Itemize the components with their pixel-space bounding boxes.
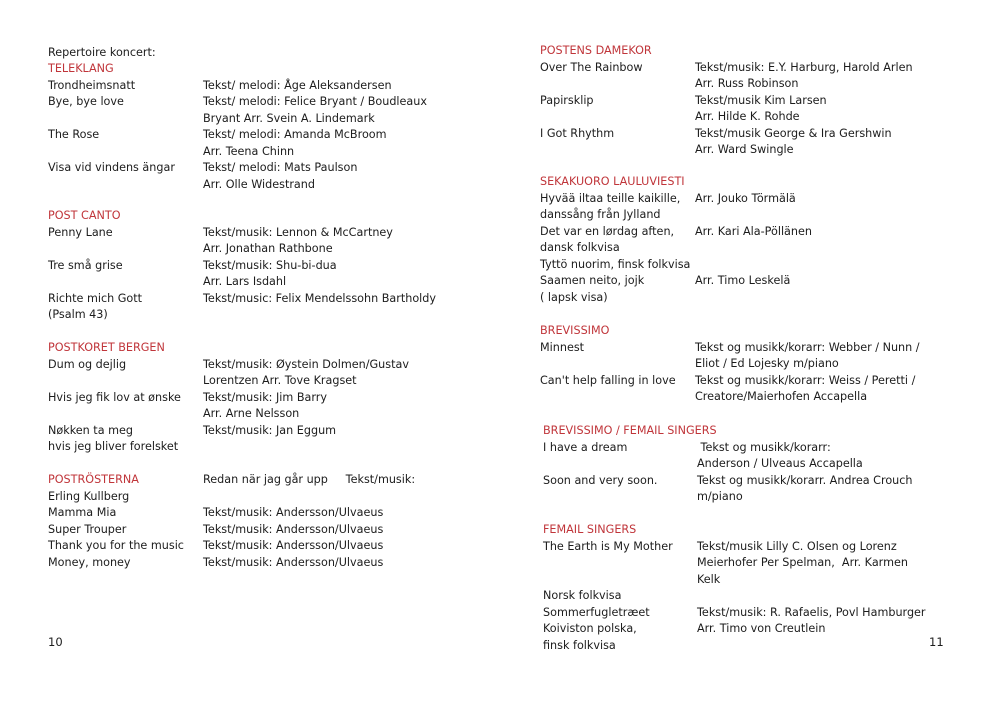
- song-credit: Tekst og musikk/korarr: Webber / Nunn / Eliot / Ed Lojesky m/piano: [695, 340, 920, 370]
- song-title: Super Trouper: [48, 522, 127, 536]
- section-femail-singers: [543, 522, 926, 654]
- song-credit: Redan när jag går upp Tekst/musik:: [203, 473, 416, 486]
- song-title: Papirsklip: [540, 93, 594, 107]
- song-title: Hvis jeg fik lov at ønske: [48, 390, 181, 404]
- section-brevissimo-femail-singers: [543, 423, 913, 506]
- song-title: Saamen neito, jojk ( lapsk visa): [540, 274, 645, 304]
- song-title: Money, money: [48, 555, 131, 569]
- song-credit: Tekst og musikk/korarr: Weiss / Peretti / Creatore/Maierhofen Accapella: [695, 373, 916, 403]
- song-row: [48, 258, 337, 291]
- song-credit: Tekst og musikk/korarr. Andrea Crouch m/piano: [697, 473, 913, 503]
- section-heading: POSTKORET BERGEN: [48, 341, 165, 354]
- song-title: Erling Kullberg: [48, 489, 130, 503]
- section-brevissimo: [540, 323, 920, 406]
- song-title: Det var en lørdag aften, dansk folkvisa: [540, 224, 675, 254]
- song-row: [540, 373, 916, 406]
- song-row: [48, 390, 328, 423]
- song-credit: Tekst/musik: Shu-bi-dua Arr. Lars Isdahl: [203, 258, 337, 288]
- song-row: [48, 472, 416, 505]
- song-row: [543, 605, 926, 655]
- section-heading: FEMAIL SINGERS: [543, 523, 637, 536]
- section-postkoret-bergen: [48, 340, 409, 456]
- song-row: [540, 340, 920, 373]
- song-credit: Tekst/musik: Jim Barry Arr. Arne Nelsson: [203, 390, 328, 420]
- song-credit: Tekst/musik: Andersson/Ulvaeus: [203, 555, 384, 569]
- song-credit: Tekst/musik: Lennon & McCartney Arr. Jonathan Rathbone: [203, 225, 393, 255]
- song-title: Norsk folkvisa: [543, 589, 622, 602]
- song-row: [48, 94, 427, 127]
- song-title: Over The Rainbow: [540, 60, 643, 74]
- section-heading: POST CANTO: [48, 209, 121, 222]
- song-row: [48, 160, 358, 193]
- song-row: [48, 291, 437, 324]
- right-page: [497, 0, 994, 702]
- song-credit: Tekst/musik: Øystein Dolmen/Gustav Lorentzen Arr. Tove Kragset: [203, 357, 409, 387]
- song-title: Sommerfugletræet Koiviston polska, finsk folkvisa: [543, 605, 650, 652]
- song-row: [540, 257, 690, 274]
- song-credit: Tekst/musik George & Ira Gershwin Arr. Ward Swingle: [695, 126, 892, 156]
- song-title: The Rose: [48, 128, 100, 141]
- song-credit: Tekst/ melodi: Amanda McBroom Arr. Teena Chinn: [203, 128, 387, 158]
- section-post-canto: [48, 208, 437, 324]
- song-row: [48, 555, 384, 572]
- section-sekakuoro-lauluviesti: [540, 174, 812, 306]
- song-row: [48, 505, 384, 522]
- song-title: Thank you for the music: [48, 539, 184, 552]
- song-title: Bye, bye love: [48, 95, 124, 108]
- song-credit: Tekst/musik: Andersson/Ulvaeus: [203, 522, 384, 536]
- song-title: The Earth is My Mother: [543, 539, 673, 553]
- song-row: [540, 191, 796, 224]
- song-credit: Tekst/musik: E.Y. Harburg, Harold Arlen Arr. Russ Robinson: [695, 60, 913, 90]
- song-row: [540, 224, 812, 257]
- section-heading: TELEKLANG: [48, 62, 114, 75]
- song-row: [543, 440, 863, 473]
- song-credit: Arr. Kari Ala-Pöllänen: [695, 224, 812, 238]
- song-title: Mamma Mia: [48, 506, 117, 519]
- song-row: [543, 588, 673, 605]
- song-row: [48, 357, 409, 390]
- song-title: Dum og dejlig: [48, 357, 127, 371]
- song-credit: Tekst/ melodi: Felice Bryant / Boudleaux Bryant Arr. Svein A. Lindemark: [203, 95, 427, 125]
- song-row: [48, 538, 384, 555]
- section-heading: POSTRÖSTERNA: [48, 473, 139, 486]
- song-title: Minnest: [540, 340, 585, 354]
- song-title: Visa vid vindens ängar: [48, 161, 175, 174]
- song-title: Richte mich Gott (Psalm 43): [48, 291, 143, 321]
- song-title: I have a dream: [543, 440, 628, 454]
- song-row: [540, 60, 913, 93]
- song-credit: Arr. Jouko Törmälä: [695, 191, 796, 205]
- song-title: Can't help falling in love: [540, 373, 676, 387]
- song-credit: Tekst/musik: R. Rafaelis, Povl Hamburger Arr. Timo von Creutlein: [697, 605, 926, 635]
- section-teleklang: [48, 61, 427, 193]
- song-title: Penny Lane: [48, 225, 113, 239]
- section-heading: BREVISSIMO / FEMAIL SINGERS: [543, 424, 717, 437]
- song-title: Hyvää iltaa teille kaikille, danssång från Jylland: [540, 191, 681, 221]
- section-heading: SEKAKUORO LAULUVIESTI: [540, 175, 685, 188]
- song-title: Trondheimsnatt: [48, 78, 136, 92]
- song-row: [540, 273, 791, 306]
- section-heading: BREVISSIMO: [540, 324, 610, 337]
- song-credit: Tekst/ melodi: Mats Paulson Arr. Olle Widestrand: [203, 161, 358, 191]
- song-title: Tre små grise: [48, 258, 123, 272]
- song-credit: Tekst/musik Kim Larsen Arr. Hilde K. Rohde: [695, 93, 827, 123]
- song-row: [48, 127, 387, 160]
- song-row: [48, 423, 337, 456]
- concert-intro: Repertoire koncert:: [48, 46, 156, 59]
- song-row: [540, 126, 892, 159]
- song-row: [540, 93, 827, 126]
- page-number: 11: [929, 635, 944, 649]
- page-number: 10: [48, 635, 63, 649]
- song-credit: Tekst/musik Lilly C. Olsen og Lorenz Meierhofer Per Spelman, Arr. Karmen Kelk: [697, 539, 908, 586]
- section-heading: POSTENS DAMEKOR: [540, 44, 652, 57]
- song-credit: Tekst/ melodi: Åge Aleksandersen: [203, 78, 392, 92]
- song-title: Soon and very soon.: [543, 473, 658, 487]
- song-credit: Tekst og musikk/korarr: Anderson / Ulveaus Accapella: [697, 440, 863, 470]
- song-row: [48, 225, 393, 258]
- section-postrosterna: [48, 472, 416, 571]
- song-credit: Tekst/musik: Andersson/Ulvaeus: [203, 506, 384, 519]
- song-row: [48, 522, 384, 539]
- song-row: [543, 473, 913, 506]
- song-credit: Arr. Timo Leskelä: [695, 274, 791, 287]
- section-postens-damekor: [540, 43, 913, 159]
- song-row: [543, 539, 908, 589]
- song-title: Tyttö nuorim, finsk folkvisa: [540, 257, 691, 271]
- song-credit: Tekst/musik: Jan Eggum: [203, 423, 337, 437]
- song-title: Nøkken ta meg hvis jeg bliver forelsket: [48, 423, 179, 453]
- song-row: [48, 78, 392, 95]
- song-credit: Tekst/musik: Andersson/Ulvaeus: [203, 539, 384, 552]
- song-title: I Got Rhythm: [540, 126, 615, 140]
- song-credit: Tekst/music: Felix Mendelssohn Bartholdy: [203, 291, 437, 305]
